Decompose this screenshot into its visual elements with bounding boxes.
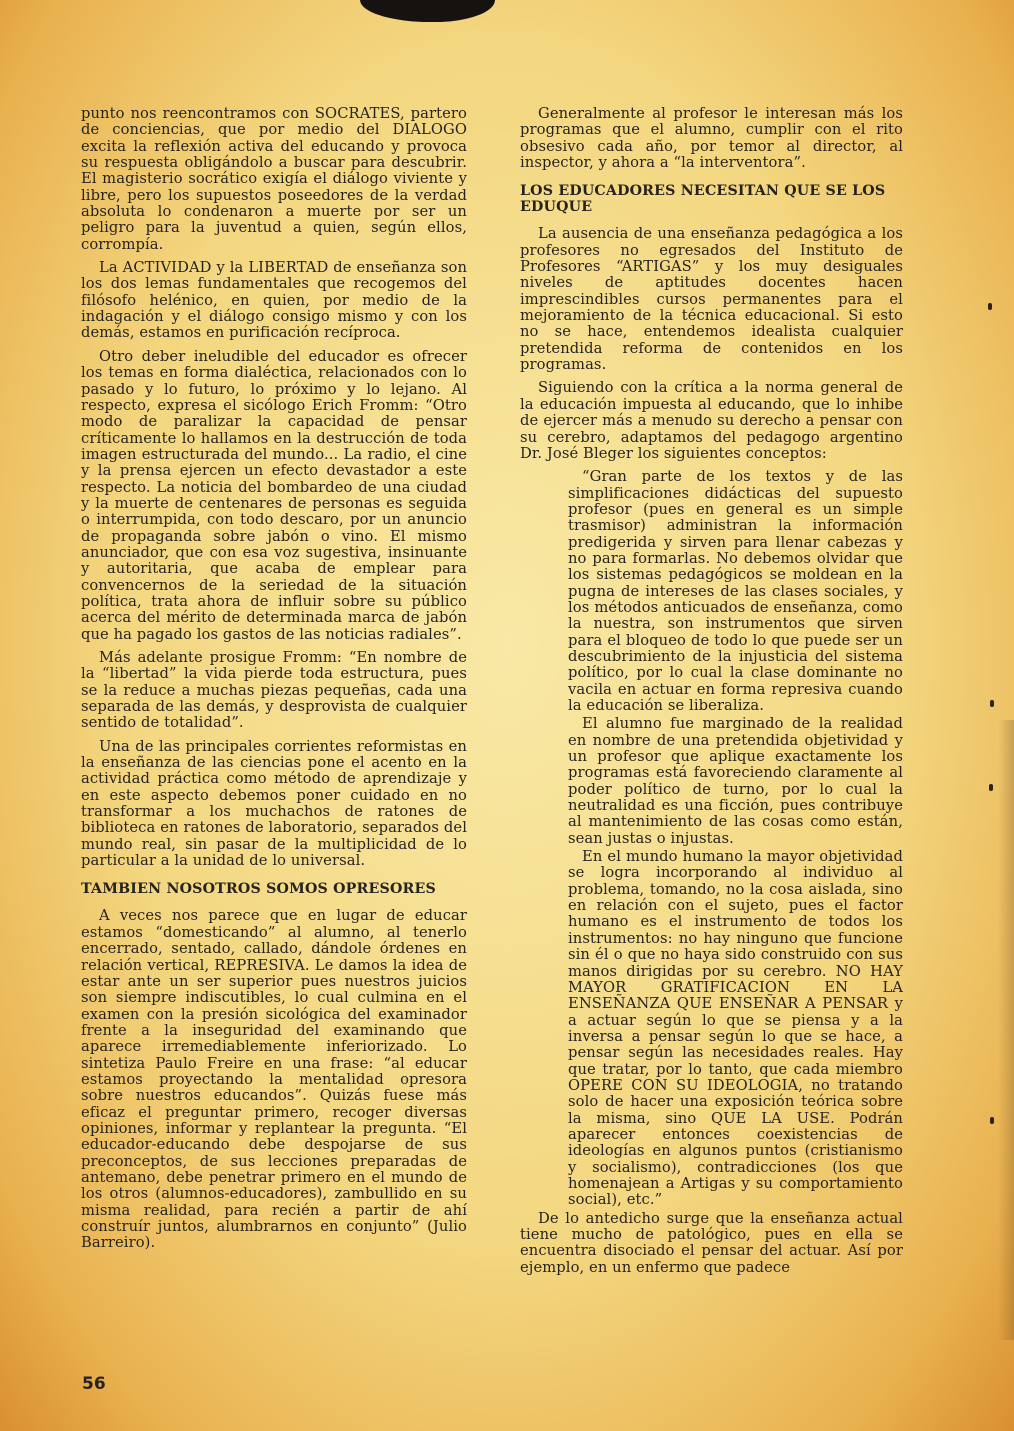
torn-edge xyxy=(998,720,1014,1340)
paragraph: punto nos reencontramos con SOCRATES, partero de conciencias, que por medio del DIALOGO excita la reflexión activa del educando y provoca su respuesta obligándolo a buscar para descubrir. El magisterio socrático exigía el diálogo viviente y libre, pero los supuestos poseedores de la verdad absoluta lo condenaron a muerte por ser un peligro para la juventud a quien, según ellos, corrompía. xyxy=(81,105,467,253)
paragraph: Una de las principales corrientes reformistas en la enseñanza de las ciencias pone el acento en la actividad práctica como método de aprendizaje y en este aspecto debemos poner cuidado en no transformar a los muchachos de ratones de biblioteca en ratones de laboratorio, separados del mundo real, sin pasar de la multiplicidad de lo particular a la unidad de lo universal. xyxy=(81,737,467,870)
left-column xyxy=(81,106,467,1259)
margin-mark xyxy=(990,700,994,707)
section-heading: LOS EDUCADORES NECESITAN QUE SE LOS EDUQUE xyxy=(520,183,886,216)
ink-stain xyxy=(360,0,495,22)
quote-paragraph: El alumno fue marginado de la realidad en nombre de una pretendida objetividad y un profesor que aplique exactamente los programas está favoreciendo claramente al poder político de turno, por lo cual la neutralidad es una ficción, pues contribuye al mantenimiento de las cosas como están, sean justas o injustas. xyxy=(568,715,903,847)
margin-mark xyxy=(990,1117,994,1124)
paragraph: La ausencia de una enseñanza pedagógica a los profesores no egresados del Instituto de Profesores “ARTIGAS” y los muy desiguales niveles de aptitudes docentes hacen imprescindibles cursos permanentes para el mejoramiento de la técnica educacional. Si esto no se hace, entendemos idealista cualquier pretendida reforma de contenidos en los programas. xyxy=(520,225,903,374)
section-heading: TAMBIEN NOSOTROS SOMOS OPRESORES xyxy=(81,881,437,898)
paragraph: A veces nos parece que en lugar de educar estamos “domesticando” al alumno, al tenerlo encerrado, sentado, callado, dándole órdenes en relación vertical, REPRESIVA. Le damos la idea de estar ante un ser superior pues nuestros juicios son siempre indiscutibles, lo cual culmina en el examen con la presión sicológica del examinador frente a la inseguridad del examinando que aparece irremediablemente inferiorizado. Lo sintetiza Paulo Freire en una frase: “al educar estamos proyectando la mentalidad opresora sobre nuestros educandos”. Quizás fuese más eficaz el preguntar primero, recoger diversas opiniones, informar y replantear la pregunta. “El educador-educando debe despojarse de sus preconceptos, de sus lecciones preparadas de antemano, debe penetrar primero en el mundo de los otros (alumnos-educadores), zambullido en su misma realidad, para recién a partir de ahí construír juntos, alumbrarnos en conjunto” (Julio Barreiro). xyxy=(81,907,467,1252)
margin-mark xyxy=(989,784,993,791)
page-number: 56 xyxy=(82,1374,106,1394)
paragraph: La ACTIVIDAD y la LIBERTAD de enseñanza son los dos lemas fundamentales que recogemos del filósofo helénico, en quien, por medio de la indagación y el diálogo consigo mismo y con los demás, estamos en purificación recíproca. xyxy=(81,259,467,342)
paragraph: Generalmente al profesor le interesan más los programas que el alumno, cumplir con el rito obsesivo cada año, por temor al director, al inspector, y ahora a “la interventora”. xyxy=(520,105,903,172)
right-column xyxy=(520,106,903,1283)
paragraph: De lo antedicho surge que la enseñanza actual tiene mucho de patológico, pues en ella se encuentra disociado el pensar del actuar. Así por ejemplo, en un enfermo que padece xyxy=(520,1209,903,1276)
margin-mark xyxy=(988,303,992,310)
paragraph: Siguiendo con la crítica a la norma general de la educación impuesta al educando, que lo inhibe de ejercer más a menudo su derecho a pensar con su cerebro, adaptamos del pedagogo argentino Dr. José Bleger los siguientes conceptos: xyxy=(520,379,903,462)
paragraph: Otro deber ineludible del educador es ofrecer los temas en forma dialéctica, relacionados con lo pasado y lo futuro, lo próximo y lo lejano. Al respecto, expresa el sicólogo Erich Fromm: “Otro modo de paralizar la capacidad de pensar críticamente lo hallamos en la destrucción de toda imagen estructurada del mundo... La radio, el cine y la prensa ejercen un efecto devastador a este respecto. La noticia del bombardeo de una ciudad y la muerte de centenares de personas es seguida o interrumpida, con todo descaro, por un anuncio de propaganda sobre jabón o vino. El mismo anunciador, que con esa voz sugestiva, insinuante y autoritaria, que acaba de emplear para convencernos de la seriedad de la situación política, trata ahora de influir sobre su público acerca del mérito de determinada marca de jabón que ha pagado los gastos de las noticias radiales”. xyxy=(81,347,467,643)
paragraph: Más adelante prosigue Fromm: “En nombre de la “libertad” la vida pierde toda estructura, pues se la reduce a muchas piezas pequeñas, cada una separada de las demás, y desprovista de cualquier sentido de totalidad”. xyxy=(81,649,467,732)
quote-paragraph: “Gran parte de los textos y de las simplificaciones didácticas del supuesto profesor (pues en general es un simple trasmisor) administran la información predigerida y sirven para llenar cabezas y no para formarlas. No debemos olvidar que los sistemas pedagógicos se moldean en la pugna de intereses de las clases sociales, y los métodos anticuados de enseñanza, como la nuestra, son instrumentos que sirven para el bloqueo de todo lo que puede ser un descubrimiento de la injusticia del sistema político, por lo cual la clase dominante no vacila en actuar en forma represiva cuando la educación se liberaliza. xyxy=(568,468,903,714)
quote-paragraph: En el mundo humano la mayor objetividad se logra incorporando al individuo al problema, tomando, no la cosa aislada, sino en relación con el sujeto, pues el factor humano es el instrumento de todos los instrumentos: no hay ninguno que funcione sin él o que no haya sido construido con sus manos dirigidas por su cerebro. NO HAY MAYOR GRATIFICACION EN LA ENSEÑANZA QUE ENSEÑAR A PENSAR y a actuar según lo que se piensa y a la inversa a pensar según lo que se hace, a pensar según las necesidades reales. Hay que tratar, por lo tanto, que cada miembro OPERE CON SU IDEOLOGIA, no tratando solo de hacer una exposición teórica sobre la misma, sino QUE LA USE. Podrán aparecer entonces coexistencias de ideologías en algunos puntos (cristianismo y socialismo), contradicciones (los que homenajean a Artigas y su comportamiento social), etc.” xyxy=(568,848,903,1209)
